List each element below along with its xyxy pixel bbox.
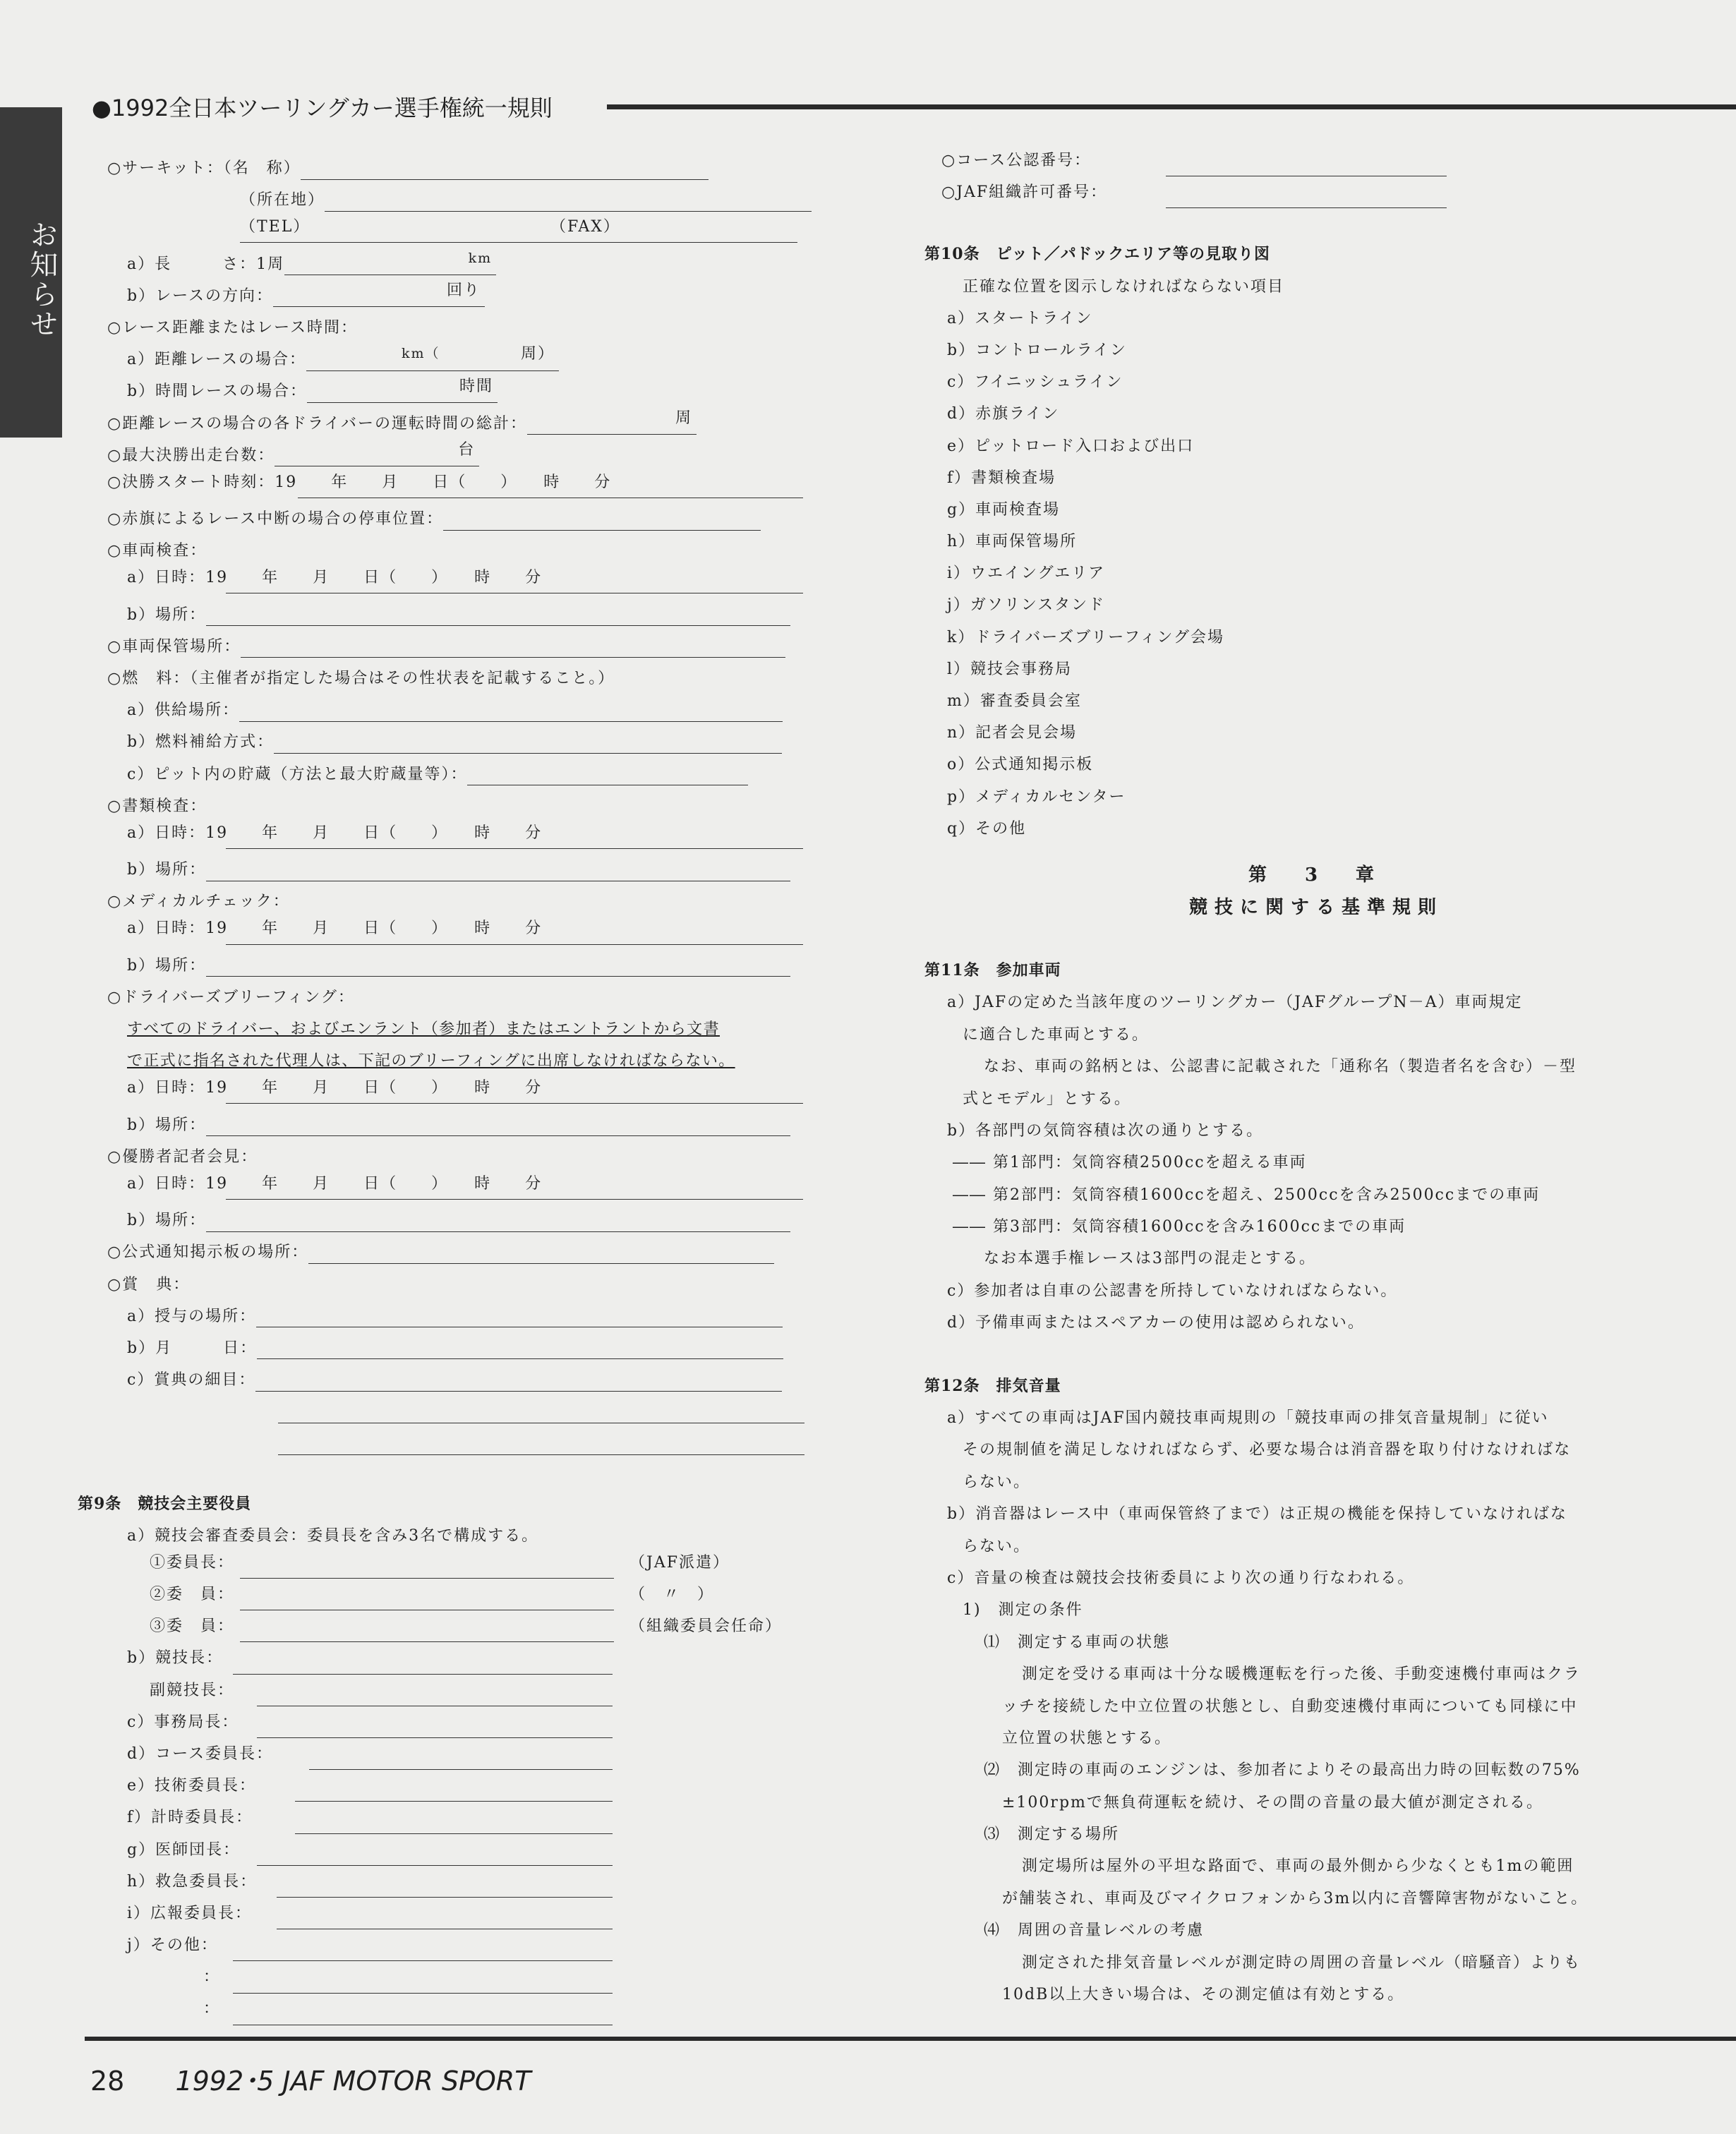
form-row-secretary: c）事務局長：: [85, 1711, 812, 1743]
paragraph-line: a）JAFの定めた当該年度のツーリングカー（JAFグループN－A）車両規定: [947, 994, 1523, 1012]
paragraph-line: が舗装され、車両及びマイクロフォンから3m以内に音響障害物がないこと。: [1002, 1889, 1589, 1907]
art12-body: [924, 1402, 1665, 2011]
form-row-scrutineering-date: a）日時：19 年 月 日（ ） 時 分: [85, 567, 812, 598]
form-row-direction: b）レースの方向： 回り: [85, 280, 812, 312]
list-item: d）赤旗ライン: [947, 405, 1060, 423]
form-row-fuel-storage: c）ピット内の貯蔵（方法と最大貯蔵量等）：: [85, 759, 812, 790]
form-row-driving-time: ○距離レースの場合の各ドライバーの運転時間の総計： 周: [85, 408, 812, 440]
form-row-parc-ferme: ○車両保管場所：: [85, 631, 812, 663]
paragraph-line: a）すべての車両はJAF国内競技車両規則の「競技車両の排気音量規制」に従い: [947, 1409, 1549, 1428]
form-row-tel: （TEL） （FAX）: [85, 216, 812, 248]
form-row-briefing-place: b）場所：: [85, 1109, 812, 1141]
paragraph-line: なお本選手権レースは3部門の混走とする。: [984, 1250, 1316, 1268]
paragraph-line: 立位置の状態とする。: [1002, 1729, 1172, 1747]
form-row-technical: e）技術委員長：: [85, 1775, 812, 1807]
form-row-briefing-date: a）日時：19 年 月 日（ ） 時 分: [85, 1077, 812, 1109]
list-item: m）審査委員会室: [947, 692, 1082, 710]
form-row-time-race: b）時間レースの場合： 時間: [85, 375, 812, 407]
form-row-scrutineering-place: b）場所：: [85, 599, 812, 631]
form-row-press-place: b）場所：: [85, 1205, 812, 1236]
art12-heading: 第12条 排気音量: [924, 1376, 1061, 1395]
chapter-title: 競技に関する基準規則: [1188, 896, 1443, 918]
form-row-documents: ○書類検査：: [107, 797, 207, 815]
form-row-others-3: ：: [85, 1999, 812, 2030]
paragraph-line: ±100rpmで無負荷運転を続け、その間の音量の最大値が測定される。: [1002, 1793, 1544, 1812]
paragraph-line: ⑶ 測定する場所: [984, 1826, 1120, 1844]
footer-rule: [85, 2037, 1736, 2041]
paragraph-line: ―― 第2部門：気筒容積1600ccを超え、2500ccを含み2500ccまでの車両: [953, 1186, 1541, 1204]
paragraph-line: c）参加者は自車の公認書を所持していなければならない。: [947, 1282, 1398, 1300]
page-title: ●1992全日本ツーリングカー選手権統一規則: [92, 95, 553, 121]
art10-heading: 第10条 ピット／パドックエリア等の見取り図: [924, 245, 1270, 264]
chapter-number: 第 3 章: [1248, 864, 1385, 886]
form-row-others: j）その他：: [85, 1934, 812, 1966]
form-row-medical-place: b）場所：: [85, 950, 812, 982]
list-item: c）フイニッシュライン: [947, 373, 1123, 392]
form-row-briefing: ○ドライバーズブリーフィング：: [107, 988, 355, 1006]
list-item: l）競技会事務局: [947, 660, 1073, 678]
paragraph-line: らない。: [963, 1473, 1031, 1491]
list-item: f）書類検査場: [947, 469, 1056, 487]
form-row-circuit: ○サーキット：（名 称）: [85, 152, 812, 184]
page-header: [92, 90, 1736, 130]
briefing-text-2: で正式に指名された代理人は、下記のブリーフィングに出席しなければならない。: [127, 1052, 735, 1071]
form-row-member-2: ②委 員： （ 〃 ）: [85, 1584, 812, 1615]
paragraph-line: b）各部門の気筒容積は次の通りとする。: [947, 1121, 1264, 1140]
form-row-fuel: ○燃 料：（主催者が指定した場合はその性状表を記載すること。）: [107, 670, 615, 687]
form-row-documents-date: a）日時：19 年 月 日（ ） 時 分: [85, 822, 812, 854]
form-row-jaf-permit: ○JAF組織許可番号：: [924, 181, 1665, 213]
form-row-medical: ○メディカルチェック：: [107, 893, 290, 911]
briefing-text-1: すべてのドライバー、およびエンラント（参加者）またはエントラントから文書: [127, 1020, 720, 1039]
paragraph-line: b）消音器はレース中（車両保管終了まで）は正規の機能を保持していなければな: [947, 1505, 1567, 1524]
paragraph-line: 測定を受ける車両は十分な暖機運転を行った後、手動変速機付車両はクラ: [1022, 1665, 1581, 1684]
magazine-issue: 1992･5 JAF MOTOR SPORT: [175, 2066, 531, 2097]
page-number: 28: [90, 2066, 125, 2097]
left-column: [78, 152, 812, 2030]
form-row-press-date: a）日時：19 年 月 日（ ） 時 分: [85, 1173, 812, 1205]
list-item: n）記者会見会場: [947, 724, 1078, 742]
paragraph-line: その規制値を満足しなければならず、必要な場合は消音器を取り付けなければな: [963, 1441, 1572, 1459]
right-column: [924, 150, 1665, 2011]
paragraph-line: なお、車両の銘柄とは、公認書に記載された「通称名（製造者名を含む）－型: [984, 1058, 1577, 1076]
paragraph-line: ―― 第3部門：気筒容積1600ccを含み1600ccまでの車両: [953, 1218, 1406, 1236]
form-row-timing: f）計時委員長：: [85, 1807, 812, 1839]
form-row-length: a）長 さ：1周 km: [85, 248, 812, 280]
form-row-rescue: h）救急委員長：: [85, 1871, 812, 1903]
form-row-notice-board: ○公式通知掲示板の場所：: [85, 1236, 812, 1268]
form-row-documents-place: b）場所：: [85, 854, 812, 886]
form-row-address: （所在地）: [85, 184, 812, 216]
form-row-scrutineering: ○車両検査：: [107, 542, 207, 560]
paragraph-line: 測定された排気音量レベルが測定時の周囲の音量レベル（暗騒音）よりも: [1022, 1953, 1581, 1972]
list-item: k）ドライバーズブリーフィング会場: [947, 628, 1224, 646]
form-row-awards-date: b）月 日：: [85, 1332, 812, 1364]
side-tab-notice: お知らせ: [0, 107, 62, 438]
art9-intro: a）競技会審査委員会：委員長を含み3名で構成する。: [127, 1526, 539, 1545]
form-row-course-license: ○コース公認番号：: [924, 150, 1665, 181]
list-item: i）ウエイングエリア: [947, 565, 1106, 583]
page-footer: [90, 2059, 531, 2098]
paragraph-line: らない。: [963, 1537, 1031, 1555]
form-row-medical-date: a）日時：19 年 月 日（ ） 時 分: [85, 918, 812, 950]
list-item: e）ピットロード入口および出口: [947, 437, 1195, 455]
form-row-medical-chief: g）医師団長：: [85, 1839, 812, 1871]
paragraph-line: 式とモデル」とする。: [963, 1090, 1131, 1108]
list-item: j）ガソリンスタンド: [947, 596, 1106, 615]
form-row-fuel-method: b）燃料補給方式：: [85, 726, 812, 758]
list-item: b）コントロールライン: [947, 341, 1127, 359]
form-row-awards: ○賞 典：: [107, 1275, 191, 1294]
form-row-awards-blank-1: [85, 1396, 812, 1428]
paragraph-line: ―― 第1部門：気筒容積2500ccを超える車両: [953, 1154, 1307, 1172]
form-row-awards-detail: c）賞典の細目：: [85, 1364, 812, 1396]
paragraph-line: c）音量の検査は競技会技術委員により次の通り行なわれる。: [947, 1569, 1415, 1587]
form-row-start-time: ○決勝スタート時刻：19 年 月 日（ ） 時 分: [85, 471, 812, 503]
form-row-others-2: ：: [85, 1967, 812, 1999]
form-row-max-starters: ○最大決勝出走台数： 台: [85, 440, 812, 471]
art11-body: [924, 987, 1665, 1339]
list-item: q）その他: [947, 819, 1027, 838]
form-row-press: ○優勝者記者会見：: [107, 1147, 258, 1166]
form-row-member-3: ③委 員： （組織委員会任命）: [85, 1615, 812, 1647]
form-row-chairman: ①委員長： （JAF派遣）: [85, 1552, 812, 1584]
list-item: g）車両検査場: [947, 500, 1061, 519]
paragraph-line: ッチを接続した中立位置の状態とし、自動変速機付車両についても同様に中: [1002, 1697, 1578, 1716]
paragraph-line: d）予備車両またはスペアカーの使用は認められない。: [947, 1314, 1365, 1332]
paragraph-line: ⑵ 測定時の車両のエンジンは、参加者によりその最高出力時の回転数の75%: [984, 1761, 1581, 1780]
art10-intro: 正確な位置を図示しなければならない項目: [963, 277, 1285, 296]
art9-heading: 第9条 競技会主要役員: [78, 1494, 252, 1513]
list-item: p）メディカルセンター: [947, 788, 1126, 806]
list-item: o）公式通知掲示板: [947, 756, 1094, 774]
form-row-awards-place: a）授与の場所：: [85, 1301, 812, 1332]
form-row-race-distance: ○レース距離またはレース時間：: [107, 318, 358, 337]
header-rule: [607, 104, 1736, 109]
form-row-fuel-supply: a）供給場所：: [85, 694, 812, 726]
form-row-distance-race: a）距離レースの場合： km（ 周）: [85, 344, 812, 375]
form-row-deputy-clerk: 副競技長：: [85, 1680, 812, 1711]
form-row-red-flag: ○赤旗によるレース中断の場合の停車位置：: [85, 503, 812, 535]
paragraph-line: 1) 測定の条件: [963, 1601, 1083, 1620]
art10-list: [924, 303, 1665, 845]
form-row-pr: i）広報委員長：: [85, 1903, 812, 1934]
form-row-course: d）コース委員長：: [85, 1743, 812, 1775]
paragraph-line: ⑴ 測定する車両の状態: [984, 1633, 1171, 1651]
form-row-clerk: b）競技長：: [85, 1648, 812, 1680]
list-item: a）スタートライン: [947, 309, 1093, 327]
paragraph-line: ⑷ 周囲の音量レベルの考慮: [984, 1922, 1205, 1940]
form-row-awards-blank-2: [85, 1428, 812, 1460]
art11-heading: 第11条 参加車両: [924, 960, 1061, 979]
paragraph-line: 10dB以上大きい場合は、その測定値は有効とする。: [1002, 1986, 1405, 2004]
paragraph-line: に適合した車両とする。: [963, 1025, 1150, 1044]
paragraph-line: 測定場所は屋外の平坦な路面で、車両の最外側から少なくとも1mの範囲: [1022, 1857, 1574, 1876]
list-item: h）車両保管場所: [947, 533, 1078, 551]
